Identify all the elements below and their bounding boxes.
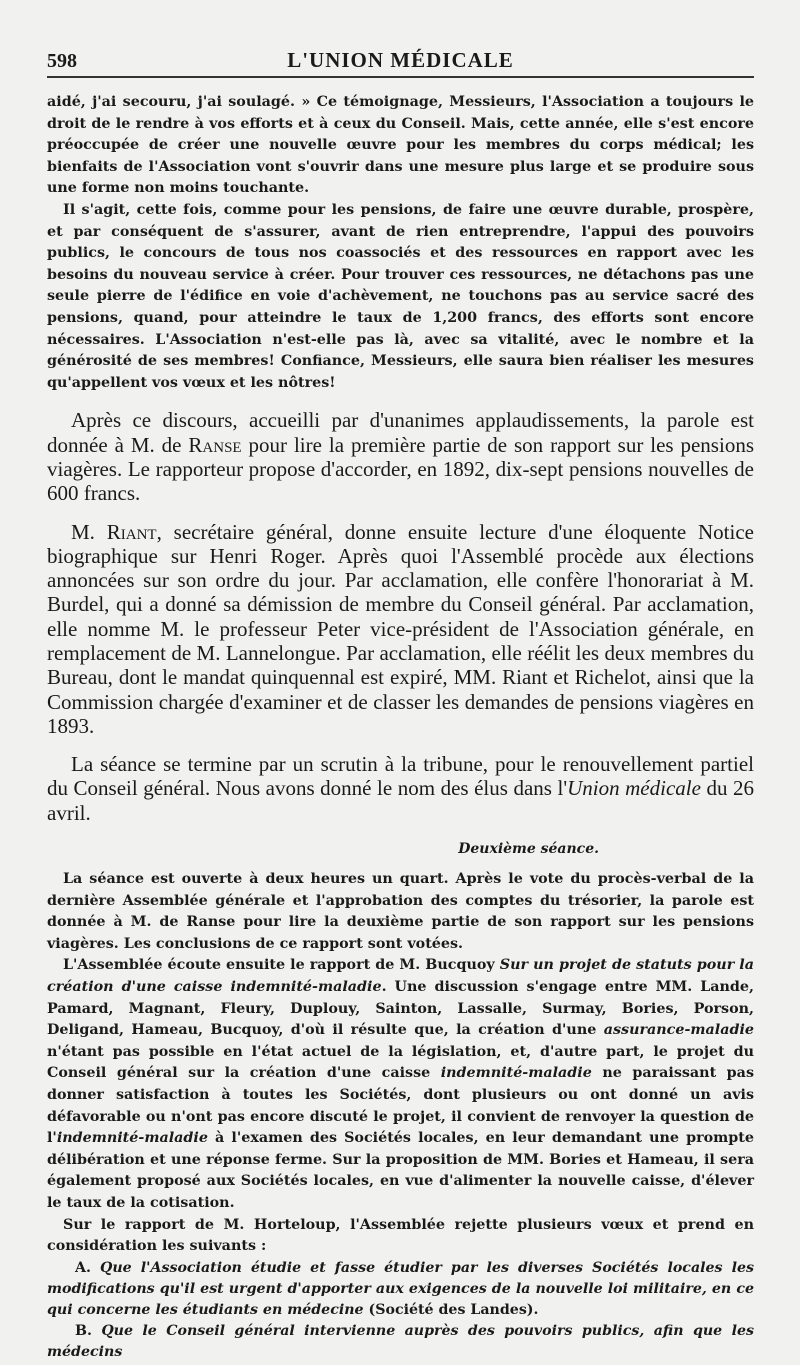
resolution-b [47, 1321, 754, 1363]
section-title: Deuxième séance. [458, 841, 599, 858]
text-segment: ne paraissant pas donner satisfaction à toutes les Sociétés, dont plusieurs ou ont donné un avis défavorable ou n'ont pas encore discuté le projet, il convient de renvoyer la question de l' [47, 1065, 754, 1147]
text-segment: n'étant pas possible en l'état actuel de la législation, et, d'autre part, le projet du Conseil général sur la création d'une caisse [47, 1043, 754, 1082]
item-letter: A. [75, 1259, 91, 1276]
paragraph-scrutin [47, 752, 754, 825]
person-name: Riant [106, 519, 157, 544]
term: assurance-maladie [603, 1022, 754, 1039]
text-segment: L'Assemblée écoute ensuite le rapport de M. Bucquoy [63, 957, 500, 974]
page-header [47, 40, 754, 78]
item-letter: B. [75, 1322, 92, 1339]
journal-title: L'UNION MÉDICALE [287, 48, 514, 72]
paragraph-speech-pensions: Il s'agit, cette fois, comme pour les pensions, de faire une œuvre durable, prospère, et par conséquent de s'assurer, avant de rien entreprendre, l'appui des pouvoirs publics, le concours de tous nos coassociés et des ressources en rapport avec les besoins du nouveau service à créer. Pour trouver ces ressources, ne détachons pas une seule pierre de l'édifice en voie d'achèvement, ne touchons pas au service sacré des pensions, quand, pour atteindre le taux de 1,200 francs, des efforts sont encore nécessaires. L'Association n'est-elle pas là, avec sa vitalité, avec le nombre et la générosité de ses membres! Confiance, Messieurs, elle saura bien réaliser les mesures qu'appellent vos vœux et les nôtres! [47, 201, 754, 391]
paragraph-riant-notice [47, 520, 754, 739]
journal-name: Union médicale [567, 776, 701, 801]
term: indemnité-maladie [56, 1130, 208, 1147]
paragraph-ranse-report [47, 408, 754, 505]
text-segment: , secrétaire général, donne ensuite lecture d'une éloquente Notice biographique sur Henri Roger. Après quoi l'Assemblé procède aux élections annoncées sur son ordre du jour. Par acclamation, elle confère l'honorariat à M. Burdel, qui a donné sa démission de membre du Conseil général. Par acclamation, elle nomme M. le professeur Peter vice-président de l'Association générale, en remplacement de M. Lannelongue. Par acclamation, elle réélit les deux membres du Bureau, dont le mandat quinquennal est expiré, MM. Riant et Richelot, ainsi que la Commission chargée d'examiner et de classer les demandes de pensions viagères en 1893. [47, 519, 754, 738]
item-text: Que le Conseil général intervienne auprès des pouvoirs publics, afin que les médecins [47, 1322, 754, 1360]
text-segment: à l'examen des Sociétés locales, en leur demandant une prompte délibération et une réponse ferme. Sur la proposition de MM. Bories et Hameau, il sera également proposé aux Sociétés locales, en vue d'alimenter la nouvelle caisse, d'élever le taux de la cotisation. [47, 1130, 754, 1211]
term: indemnité-maladie [440, 1065, 592, 1082]
text-segment: M. [71, 519, 107, 544]
page-number: 598 [47, 50, 77, 72]
paragraph-seance-opening: La séance est ouverte à deux heures un quart. Après le vote du procès-verbal de la dernière Assemblée générale et l'approbation des comptes du trésorier, la parole est donnée à M. de Ranse pour lire la deuxième partie de son rapport sur les pensions viagères. Les conclusions de ce rapport sont votées. [47, 871, 754, 952]
person-name: Ranse [188, 432, 242, 457]
text-segment: . Une discussion s'engage entre MM. Lande, Pamard, Magnant, Fleury, Duplouy, Sainton, Lassalle, Surmay, Bories, Porson, Deligand, Hameau, Bucquoy, d'où il résulte que, la création d'une [47, 979, 754, 1039]
paragraph-speech-end: aidé, j'ai secouru, j'ai soulagé. » Ce témoignage, Messieurs, l'Association a toujours le droit de le rendre à vos efforts et à ceux du Conseil. Mais, cette année, elle s'est encore préoccupée de créer une nouvelle œuvre pour les membres du corps médical; les bienfaits de l'Association vont s'ouvrir dans une mesure plus large et se produire sous une forme non moins touchante. [47, 94, 754, 197]
text-segment: Après ce discours, accueilli par d'unanimes applaudissements, la parole est donnée à M. de [47, 408, 754, 457]
item-source: (Société des Landes). [363, 1301, 539, 1318]
resolution-a [47, 1258, 754, 1321]
report-title: Sur un projet de statuts pour la création d'une caisse indemnité-maladie [47, 957, 754, 996]
paragraph-horteloup-report: Sur le rapport de M. Horteloup, l'Assemblée rejette plusieurs vœux et prend en considération les suivants : [47, 1216, 754, 1255]
text-segment: La séance se termine par un scrutin à la tribune, pour le renouvellement partiel du Conseil général. Nous avons donné le nom des élus dans l' [47, 752, 754, 801]
text-segment: pour lire la première partie de son rapport sur les pensions viagères. Le rapporteur propose d'accorder, en 1892, dix-sept pensions nouvelles de 600 francs. [47, 432, 754, 506]
text-segment: du 26 avril. [47, 776, 754, 825]
item-text: Que l'Association étudie et fasse étudier par les diverses Sociétés locales les modifications qu'il est urgent d'apporter aux exigences de la nouvelle loi militaire, en ce qui concerne les étudiants en médecine [47, 1259, 754, 1318]
paragraph-bucquoy-report [47, 955, 754, 1214]
